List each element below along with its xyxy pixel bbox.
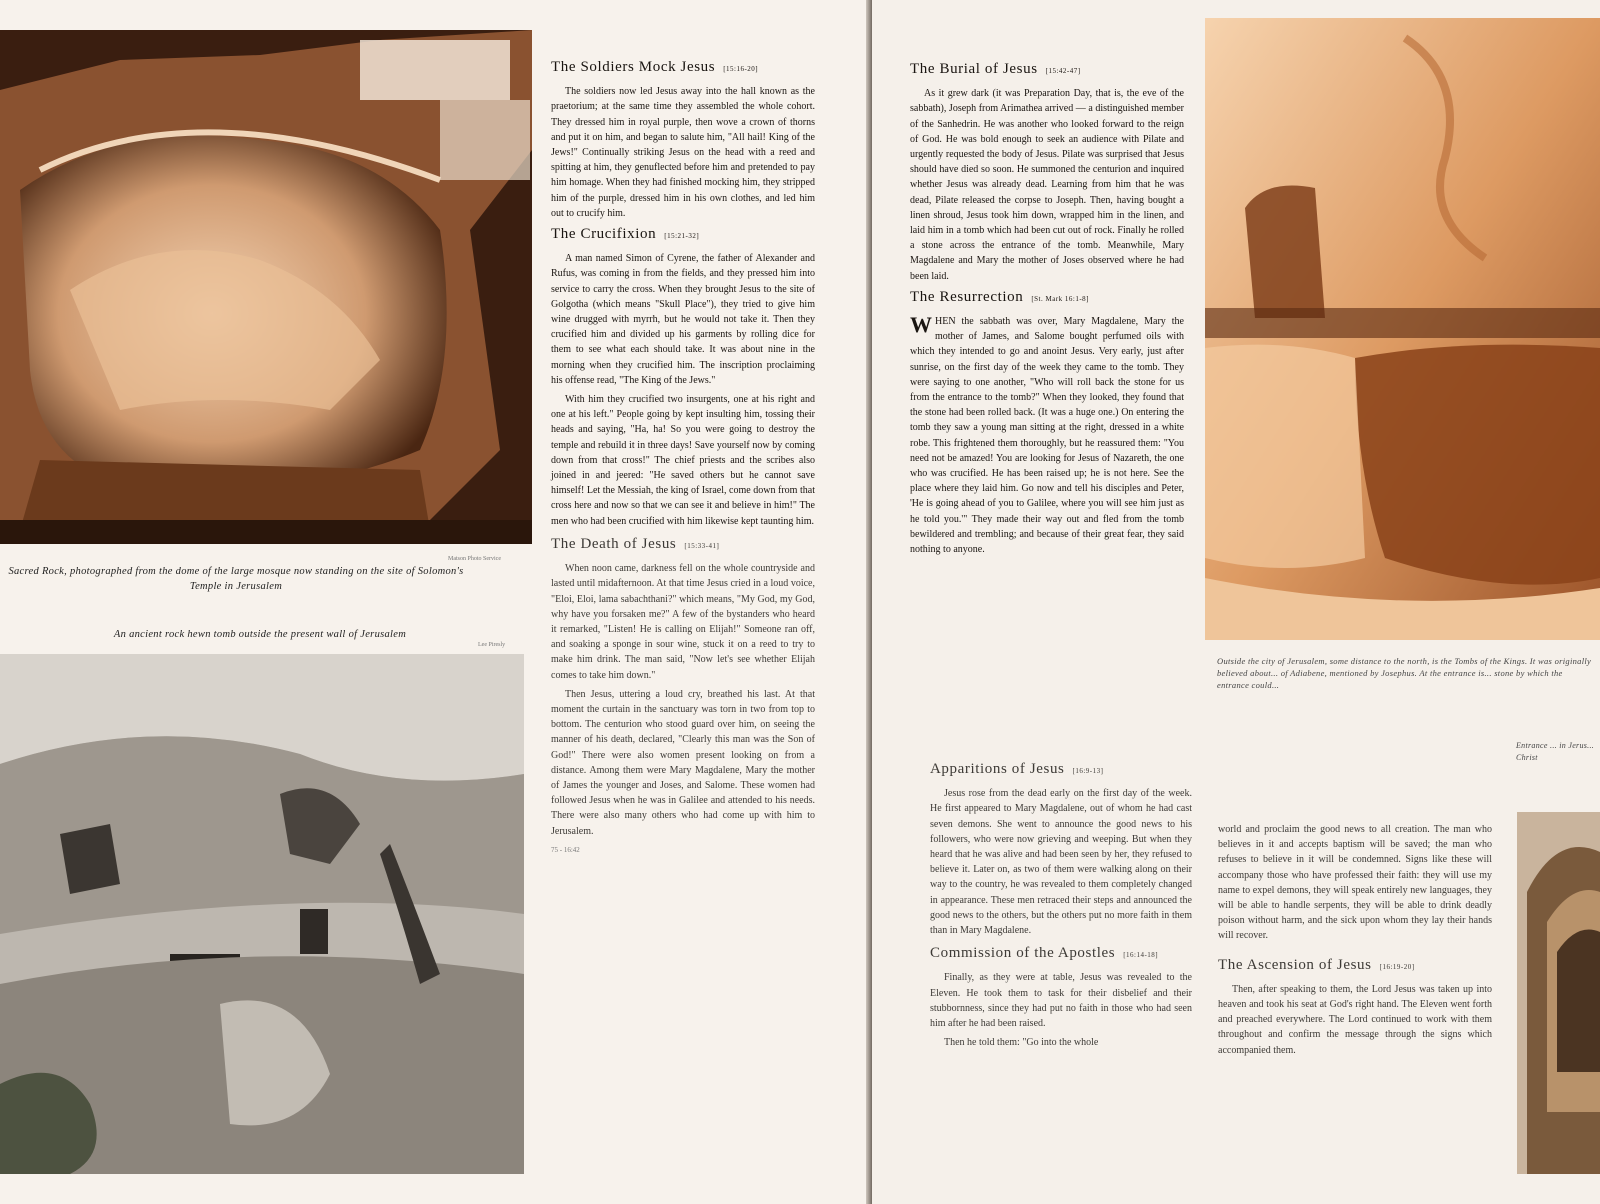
tomb-caption: An ancient rock hewn tomb outside the present wall of Jerusalem [113, 629, 407, 640]
section-apparitions [930, 762, 1192, 938]
drop-cap: W [910, 312, 932, 338]
side-caption: Entrance ... in Jerus... Christ [1516, 741, 1595, 762]
footer-ref: 75 - 16:42 [551, 845, 580, 854]
sacred-rock-credit: Matson Photo Service [448, 556, 501, 562]
paragraph: Then he told them: "Go into the whole [944, 1037, 1099, 1049]
paragraph [910, 314, 1184, 557]
section-ref: [15:16-20] [723, 65, 759, 73]
paragraph-text: HEN the sabbath was over, Mary Magdalene, Mary the mother of James, and Salome bought perfumed oils with which they intended to go and anoint Jesus. Very early, just after sunrise, on the first day of the week they came to the tomb. They were saying to one another, "Who will roll back the stone for us from the entrance to the tomb?" When they looked, they found that the stone had been rolled back. (It was a huge one.) On entering the tomb they saw a young man sitting at the right, dressed in a white robe. This frightened them thoroughly, but he reassured them: "You need not be amazed! You are looking for Jesus of Nazareth, the one who was crucified. He has been raised up; he is not here. See the place where they laid him. Go now and tell his disciples and Peter, 'He is going ahead of you to Galilee, where you will see him just as he told you.'" They made their way out and fled from the tomb bewildered and trembling; and because of their great fear, they said nothing to anyone. [910, 316, 1184, 556]
paragraph: world and proclaim the good news to all creation. The man who believes in it and accepts baptism will be saved; the man who refuses to believe in it will be condemned. Signs like these will accompany those who have professed their faith: they will use my name to expel demons, they will speak entirely new languages, they will be able to handle serpents, they will be able to drink deadly poison without harm, and the sick upon whom they lay their hands will recover. [1218, 824, 1492, 942]
section-resurrection [910, 290, 1184, 557]
section-ref: [16:9-13] [1072, 767, 1104, 775]
right-page [872, 0, 1600, 1204]
section-ref: [15:33-41] [684, 541, 720, 550]
tombs-of-kings-photo [1205, 18, 1600, 640]
section-death-of-jesus [551, 537, 815, 839]
section-title: The Ascension of Jesus [1218, 956, 1372, 973]
burial-text-column [910, 62, 1184, 561]
section-ref: [15:42-47] [1045, 67, 1081, 75]
section-burial [910, 62, 1184, 284]
paragraph: The soldiers now led Jesus away into the hall known as the praetorium; at the same time they assembled the whole cohort. They dressed him in royal purple, then wove a crown of thorns and put it on him, and began to salute him, "All hail! King of the Jews!" Continually striking Jesus on the head with a reed and spitting at him, they genuflected before him and pretended to pay him homage. When they had finished mocking him, they stripped him of the purple, dressed him in his own clothes, and led him out to crucify him. [551, 86, 815, 219]
paragraph: Jesus rose from the dead early on the first day of the week. He first appeared to Mary Magdalene, out of whom he had cast seven demons. She went to announce the good news to his followers, who were now grieving and weeping. But when they heard that he was alive and had been seen by her, they refused to believe it. Later on, as two of them were walking along on their way to the country, he was revealed to them completely changed in appearance. These men retraced their steps and announced the good news to the others, but the others put no more faith in them than in Mary Magdalene. [930, 788, 1192, 937]
sacred-rock-photo [0, 30, 532, 544]
apparitions-column [930, 762, 1192, 1054]
paragraph: With him they crucified two insurgents, one at his right and one at his left." People going by kept insulting him, tossing their heads and saying, "Ha, ha! So you were going to destroy the temple and rebuild it in three days! Save yourself now by coming down from that cross!" The chief priests and the scribes also joined in and jeered: "He saved others but he cannot save himself! Let the Messiah, the king of Israel, come down from that cross here and now so that we can see it and believe in him!" The men who had been crucified with him likewise kept taunting him. [551, 394, 815, 527]
section-ascension [1218, 958, 1492, 1058]
section-crucifixion [551, 227, 815, 529]
section-title: Commission of the Apostles [930, 945, 1116, 962]
section-title: The Death of Jesus [551, 535, 677, 552]
paragraph: Then, after speaking to them, the Lord Jesus was taken up into heaven and took his seat at God's right hand. The Eleven went forth and preached everywhere. The Lord continued to work with them throughout and confirm the message through the signs which accompanied them. [1218, 983, 1492, 1056]
section-commission [930, 946, 1192, 1050]
section-title: The Burial of Jesus [910, 61, 1038, 77]
section-soldiers-mock [551, 60, 815, 221]
left-text-column [551, 60, 815, 858]
section-ref: [15:21-32] [664, 232, 700, 241]
section-title: Apparitions of Jesus [930, 761, 1065, 777]
sacred-rock-caption: Sacred Rock, photographed from the dome of the large mosque now standing on the site of Solomon's Temple in Jerusalem [8, 566, 464, 592]
paragraph: Finally, as they were at table, Jesus was revealed to the Eleven. He took them to task for their disbelief and their stubbornness, since they had put no faith in those who had seen him after he had been raised. [930, 972, 1192, 1030]
section-ref: [16:19-20] [1379, 962, 1415, 971]
tombs-caption: Outside the city of Jerusalem, some distance to the north, is the Tombs of the Kings. It was originally believed about... of Adiabene, mentioned by Josephus. At the entrance is... stone by which the entrance could... [1217, 656, 1592, 690]
paragraph: A man named Simon of Cyrene, the father of Alexander and Rufus, was coming in from the fields, and they pressed him into service to carry the cross. When they brought Jesus to the site of Golgotha (which means "Skull Place"), they tried to give him wine drugged with myrrh, but he would not take it. Then they crucified him and divided up his garments by rolling dice for them to see what each should take. It was about nine in the morning when they crucified him. The inscription proclaiming his offense read, "The King of the Jews." [551, 253, 815, 386]
paragraph: As it grew dark (it was Preparation Day, that is, the eve of the sabbath), Joseph from Arimathea arrived — a distinguished member of the Sanhedrin. He was another who looked forward to the reign of God. He was bold enough to seek an audience with Pilate and urgently requested the body of Jesus. Pilate was surprised that Jesus should have died so soon. He summoned the centurion and inquired whether Jesus was already dead. Learning from him that he was dead, Pilate released the corpse to Joseph. Then, having bought a linen shroud, Jesus took him down, wrapped him in the linen, and laid him in a tomb which had been cut out of rock. Finally he rolled a stone across the entrance of the tomb. Meanwhile, Mary Magdalene and Mary the mother of Joses observed where he had been laid. [910, 88, 1184, 282]
tomb-credit: Lee Piresly [478, 642, 506, 648]
rock-tomb-photo [0, 654, 524, 1174]
section-ref: [16:14-18] [1123, 951, 1159, 960]
section-ref: [St. Mark 16:1-8] [1031, 294, 1090, 303]
section-title: The Crucifixion [551, 226, 657, 243]
paragraph: When noon came, darkness fell on the whole countryside and lasted until midafternoon. At that time Jesus cried in a loud voice, "Eloi, Eloi, lama sabachthani?" which means, "My God, my God, why have you forsaken me?" A few of the bystanders who heard it remarked, "Listen! He is calling on Elijah!" Someone ran off, and soaking a sponge in sour wine, stuck it on a reed to try to make him drink. The man said, "Now let's see whether Elijah comes to take him down." [551, 563, 815, 681]
commission-continued-column [1218, 822, 1492, 1062]
tomb-arch-photo [1517, 812, 1600, 1174]
section-title: The Resurrection [910, 288, 1024, 305]
section-title: The Soldiers Mock Jesus [551, 59, 716, 75]
paragraph: Then Jesus, uttering a loud cry, breathed his last. At that moment the curtain in the sanctuary was torn in two from top to bottom. The centurion who stood guard over him, on seeing the manner of his death, declared, "Clearly this man was the Son of God!" There were also women present looking on from a distance. Among them were Mary Magdalene, Mary the mother of James the younger and Joses, and Salome. These women had followed Jesus when he was in Galilee and attended to his needs. There were also many others who had come up with him to Jerusalem. [551, 688, 815, 837]
